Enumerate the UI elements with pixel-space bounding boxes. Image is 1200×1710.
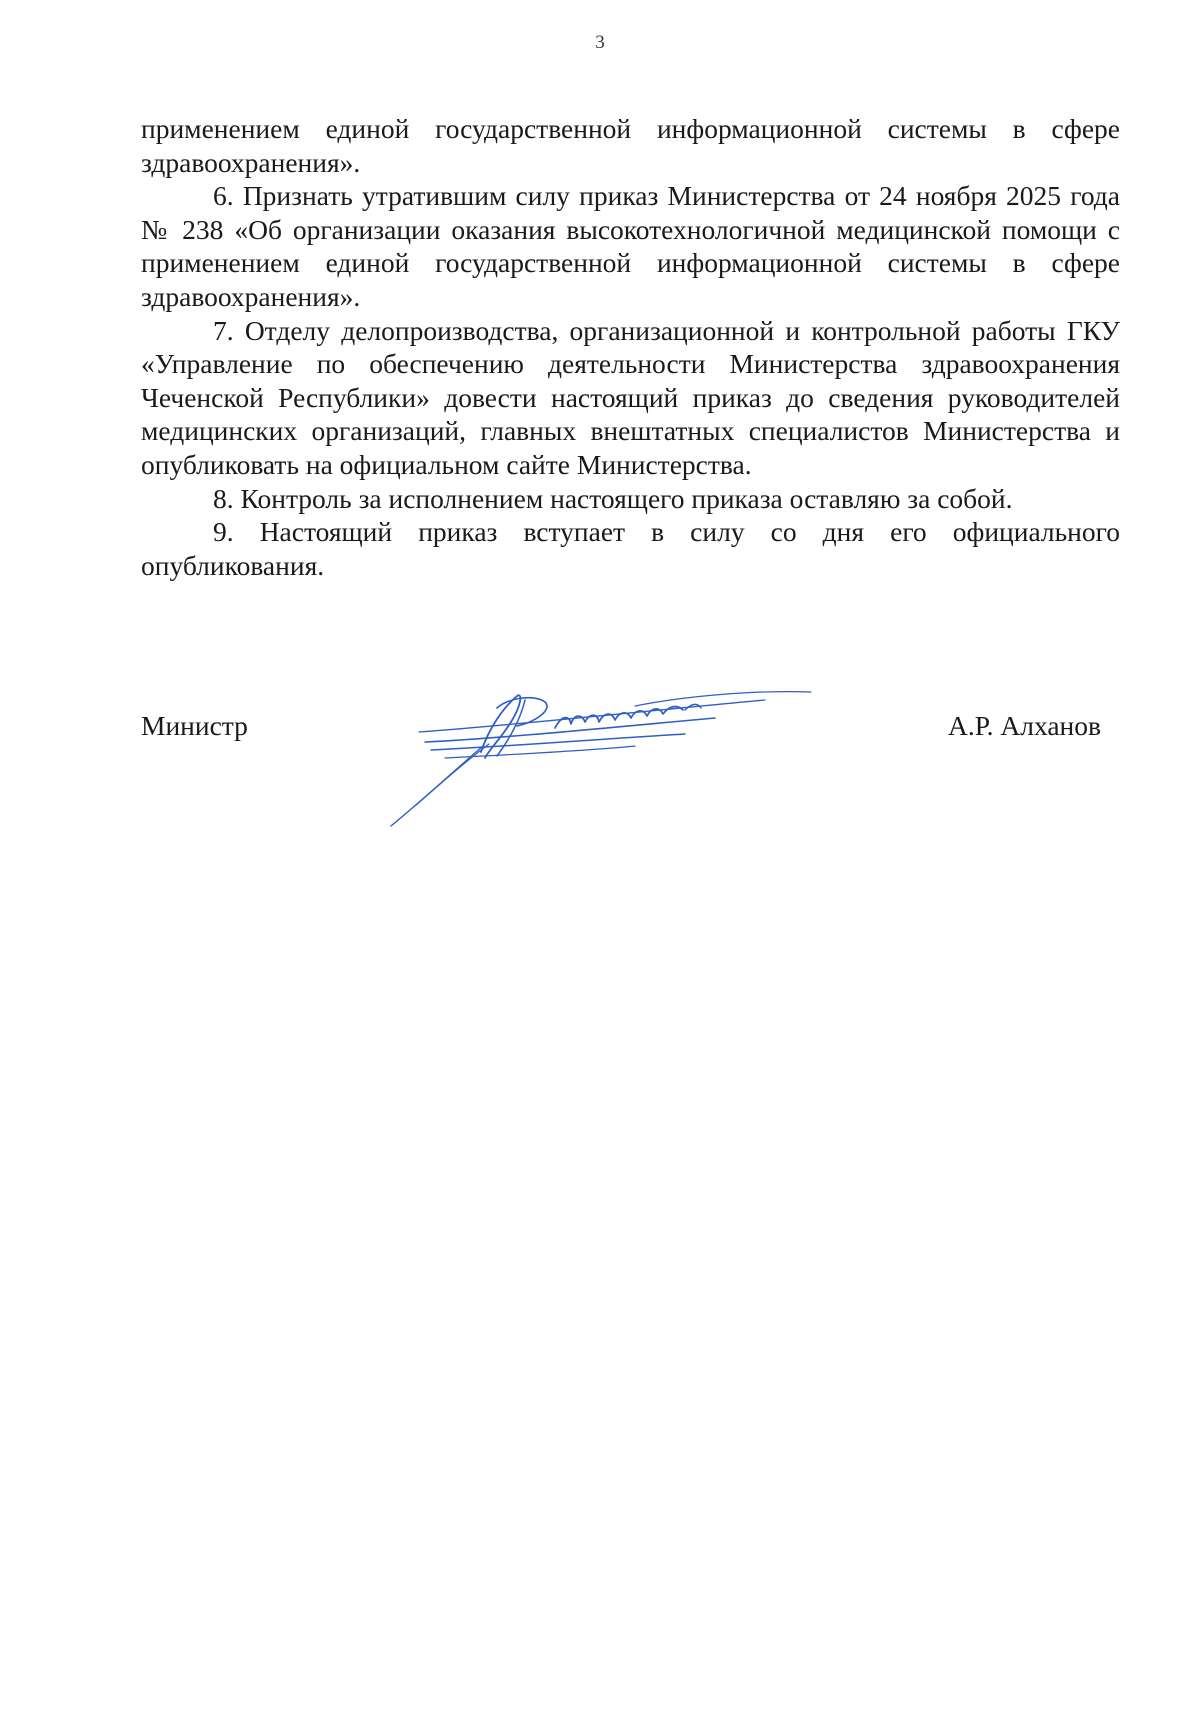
page-number: 3: [595, 32, 605, 53]
paragraph-item-6: 6. Признать утратившим силу приказ Министерства от 24 ноября 2025 года № 238 «Об организации оказания высокотехнологичной медицинской помощи с применением единой государственной информационной системы в сфере здравоохранения».: [141, 180, 1120, 312]
paragraph-item-9: 9. Настоящий приказ вступает в силу со дня его официального опубликования.: [141, 516, 1120, 581]
document-body: [141, 112, 1120, 582]
handwritten-signature: [385, 688, 815, 828]
paragraph-item-8: 8. Контроль за исполнением настоящего приказа оставляю за собой.: [213, 482, 1013, 514]
paragraph-continuation: применением единой государственной информационной системы в сфере здравоохранения».: [141, 113, 1120, 178]
signer-title: Министр: [141, 710, 248, 741]
paragraph-item-7: 7. Отделу делопроизводства, организационной и контрольной работы ГКУ «Управление по обеспечению деятельности Министерства здравоохранения Чеченской Республики» довести настоящий приказ до сведения руководителей медицинских организаций, главных внештатных специалистов Министерства и опубликовать на официальном сайте Министерства.: [141, 314, 1120, 480]
signer-name: А.Р. Алханов: [948, 710, 1101, 741]
